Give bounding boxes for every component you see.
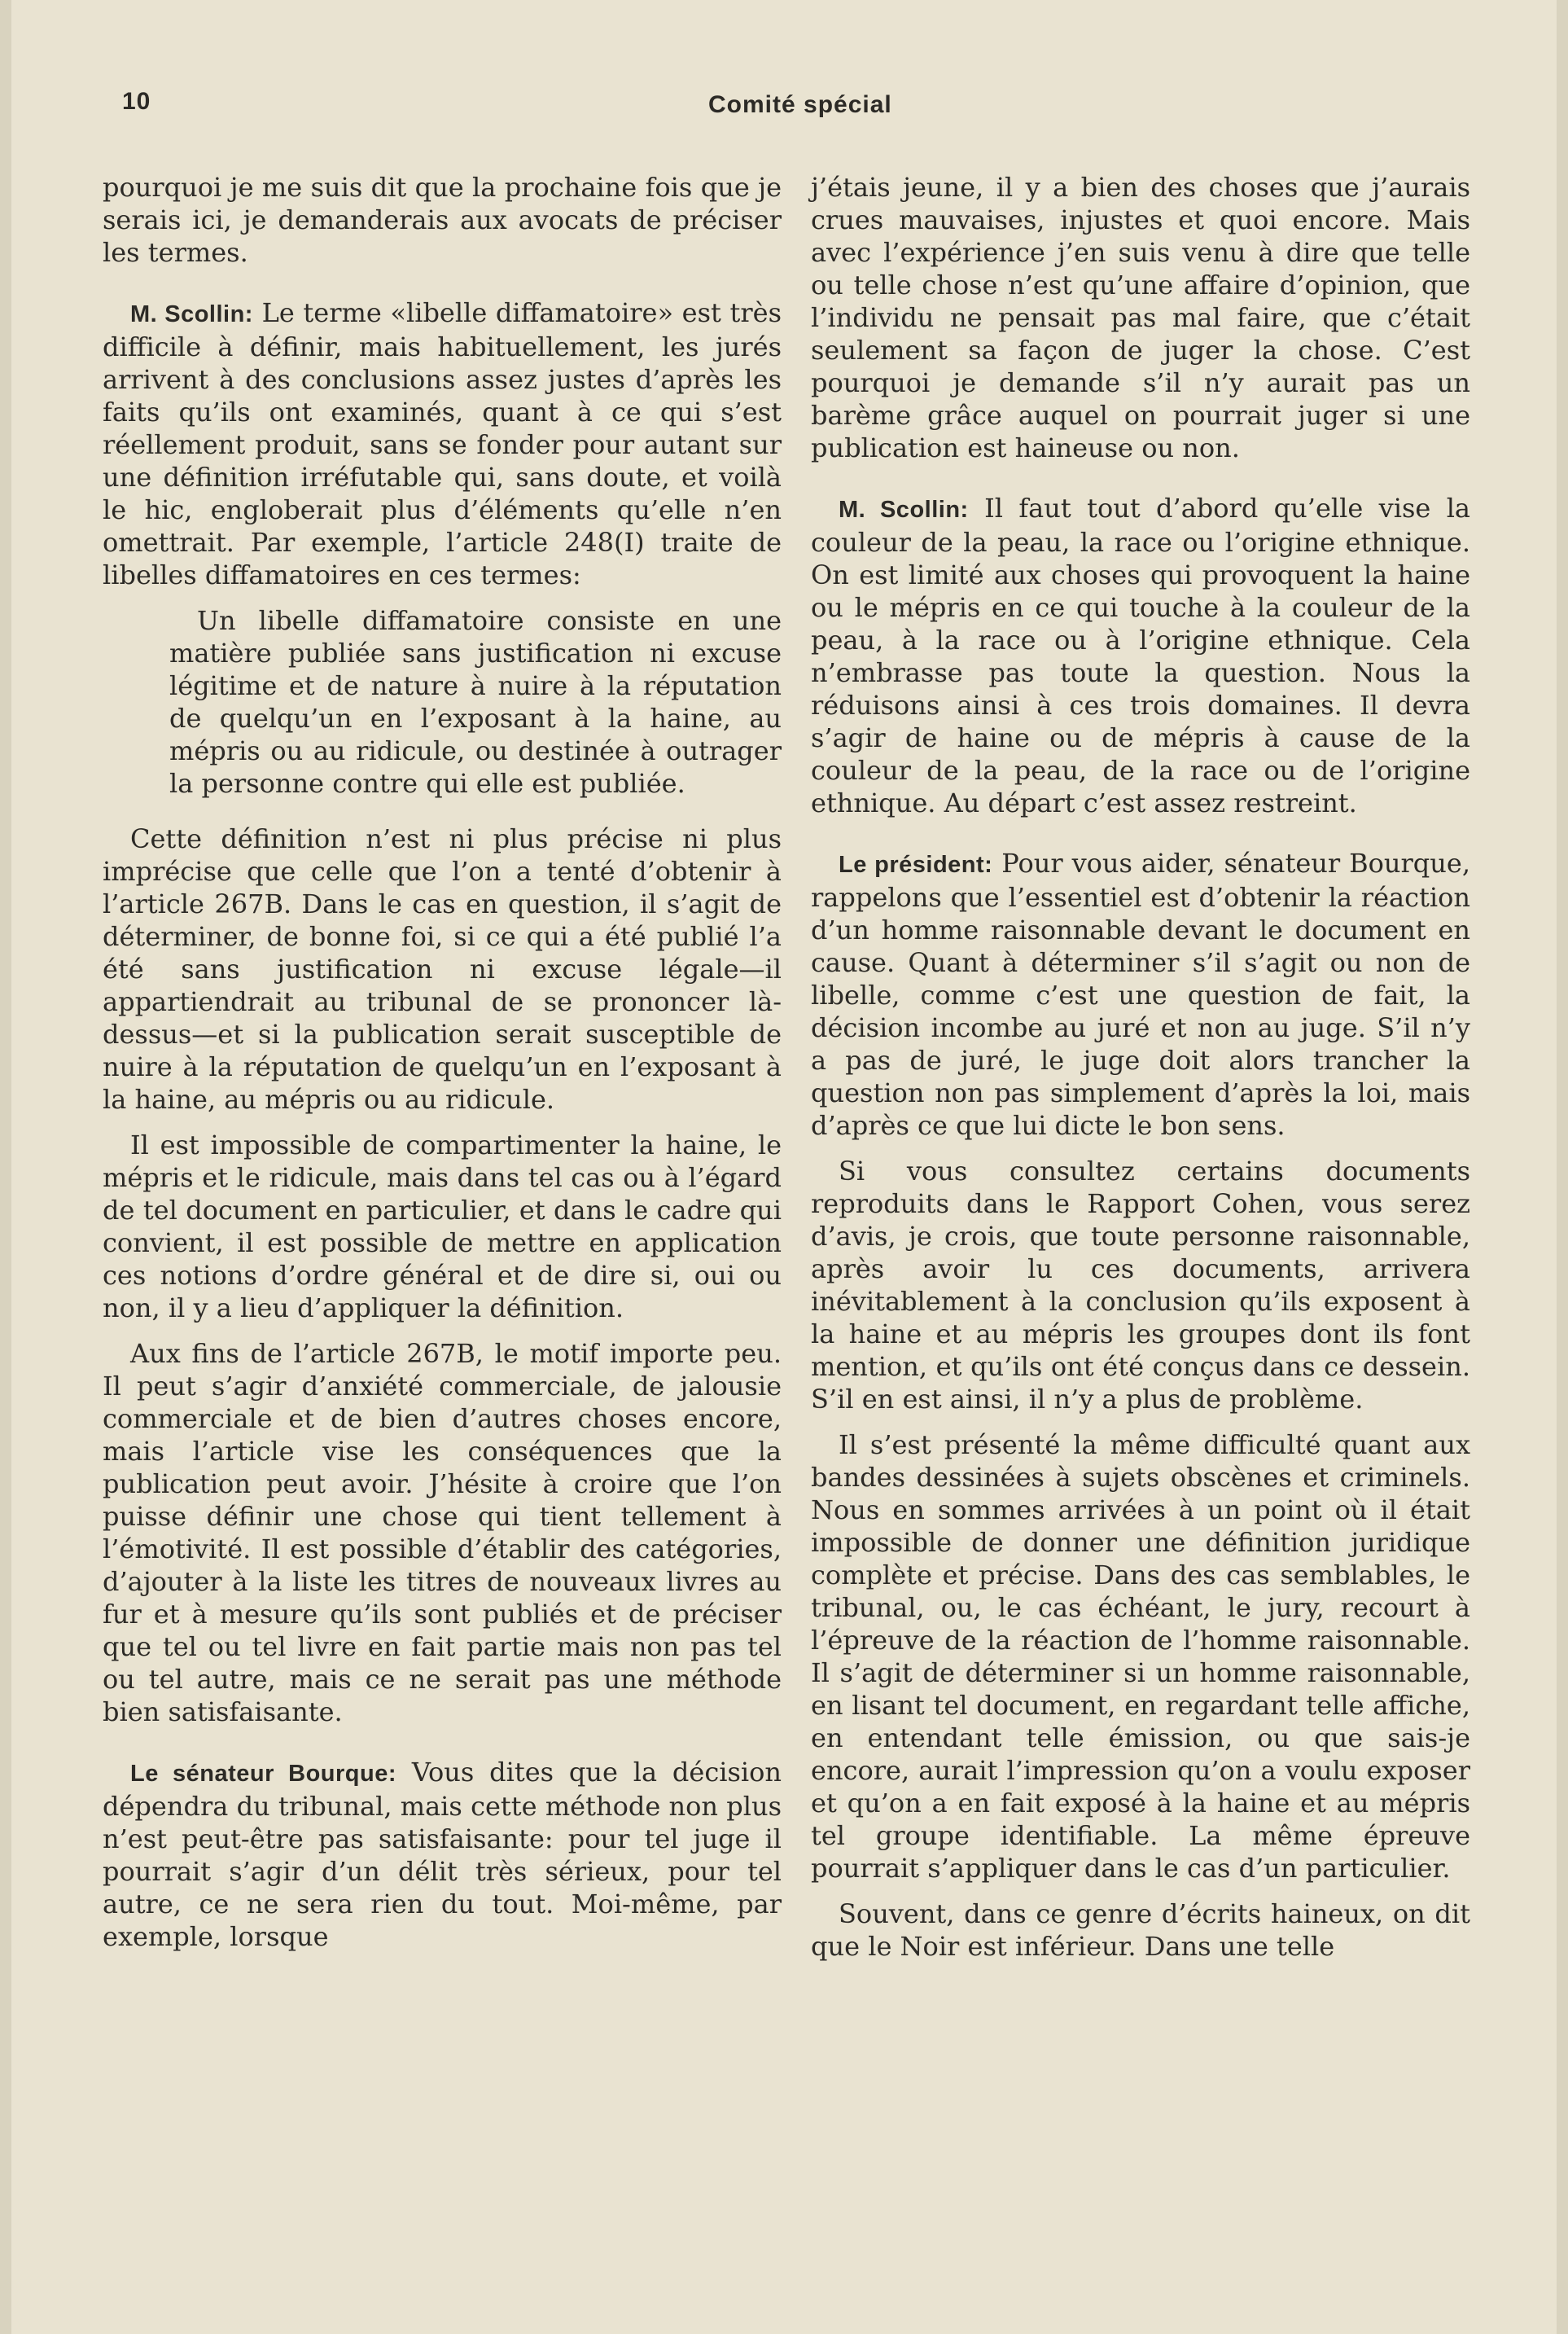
paragraph: pourquoi je me suis dit que la prochaine fois que je serais ici, je demanderais aux avocats de préciser les termes. (103, 172, 782, 268)
speech-paragraph (103, 296, 782, 591)
paragraph: Souvent, dans ce genre d’écrits haineux, on dit que le Noir est inférieur. Dans une telle (811, 1898, 1470, 1962)
paragraph: j’étais jeune, il y a bien des choses que j’aurais crues mauvaises, injustes et quoi encore. Mais avec l’expérience j’en suis venu à dire que telle ou telle chose n’est qu’une affaire d’opinion, que l’individu ne pensait pas mal faire, que c’était seulement sa façon de juger la chose. C’est pourquoi je demande s’il n’y aurait pas un barème grâce auquel on pourrait juger si une publication est haineuse ou non. (811, 172, 1470, 463)
page-header (122, 88, 1474, 137)
paragraph: Cette définition n’est ni plus précise ni plus imprécise que celle que l’on a tenté d’obtenir à l’article 267B. Dans le cas en question, il s’agit de déterminer, de bonne foi, si ce qui a été publié l’a été sans justification ni excuse légale—il appartiendrait au tribunal de se prononcer là-dessus—et si la publication serait susceptible de nuire à la réputation de quelqu’un en l’exposant à la haine, au mépris ou au ridicule. (103, 823, 782, 1115)
speaker-name: M. Scollin: (130, 301, 253, 327)
speech-paragraph (811, 847, 1470, 1142)
page-right-edge (1557, 0, 1568, 2334)
speech-text: Pour vous aider, sénateur Bourque, rappelons que l’essentiel est d’obtenir la réaction d’un homme raisonnable devant le document en cause. Quant à déterminer s’il s’agit ou non de libelle, comme c’est une question de fait, la décision incombe au juré et non au juge. S’il n’y a pas de juré, le juge doit alors trancher la question non pas simplement d’après la loi, mais d’après ce que lui dicte le bon sens. (811, 848, 1471, 1141)
paragraph: Si vous consultez certains documents reproduits dans le Rapport Cohen, vous serez d’avis, je crois, que toute personne raisonnable, après avoir lu ces documents, arrivera inévitablement à la conclusion qu’ils exposent à la haine et au mépris les groupes dont ils font mention, et qu’ils ont été conçus dans ce dessein. S’il en est ainsi, il n’y a plus de problème. (811, 1156, 1470, 1415)
speech-text: Vous dites que la décision dépendra du tribunal, mais cette méthode non plus n’est peut-être pas satisfaisante: pour tel juge il pourrait s’agir d’un délit très sérieux, pour tel autre, ce ne sera rien du tout. Moi-même, par exemple, lorsque (103, 1757, 782, 1952)
speaker-name: Le président: (839, 852, 993, 878)
running-head: Comité spécial (708, 91, 892, 118)
block-quote: Un libelle diffamatoire consiste en une matière publiée sans justification ni excuse légitime et de nature à nuire à la réputation de quelqu’un en l’exposant à la haine, au mépris ou au ridicule, ou destinée à outrager la personne contre qui elle est publiée. (169, 605, 782, 799)
left-column (103, 171, 782, 1966)
page-left-edge (0, 0, 11, 2334)
speech-text: Le terme «libelle diffamatoire» est très difficile à définir, mais habituellement, les jurés arrivent à des conclusions assez justes d’après les faits qu’ils ont examinés, quant à ce qui s’est réellement produit, sans se fonder pour autant sur une définition irréfutable qui, sans doute, et voilà le hic, engloberait plus d’éléments qu’elle n’en omettrait. Par exemple, l’article 248(I) traite de libelles diffamatoires en ces termes: (103, 297, 782, 590)
speech-paragraph (103, 1756, 782, 1953)
page-number: 10 (122, 88, 151, 115)
paragraph: Aux fins de l’article 267B, le motif importe peu. Il peut s’agir d’anxiété commerciale, de jalousie commerciale et de bien d’autres choses encore, mais l’article vise les conséquences que la publication peut avoir. J’hésite à croire que l’on puisse définir une chose qui tient tellement à l’émotivité. Il est possible d’établir des catégories, d’ajouter à la liste les titres de nouveaux livres au fur et à mesure qu’ils sont publiés et de préciser que tel ou tel livre en fait partie mais non pas tel ou tel autre, mais ce ne serait pas une méthode bien satisfaisante. (103, 1338, 782, 1727)
speaker-name: M. Scollin: (839, 497, 969, 523)
speaker-name: Le sénateur Bourque: (130, 1761, 397, 1787)
paragraph: Il est impossible de compartimenter la haine, le mépris et le ridicule, mais dans tel cas ou à l’égard de tel document en particulier, et dans le cadre qui convient, il est possible de mettre en application ces notions d’ordre général et de dire si, oui ou non, il y a lieu d’appliquer la définition. (103, 1130, 782, 1323)
paragraph: Il s’est présenté la même difficulté quant aux bandes dessinées à sujets obscènes et criminels. Nous en sommes arrivées à un point où il était impossible de donner une définition juridique complète et précise. Dans des cas semblables, le tribunal, ou, le cas échéant, le jury, recourt à l’épreuve de la réaction de l’homme raisonnable. Il s’agit de déterminer si un homme raisonnable, en lisant tel document, en regardant telle affiche, en entendant telle émission, ou que sais-je encore, aurait l’impression qu’on a voulu exposer et qu’on a en fait exposé à la haine et au mépris tel groupe identifiable. La même épreuve pourrait s’appliquer dans le cas d’un particulier. (811, 1429, 1470, 1884)
speech-text: Il faut tout d’abord qu’elle vise la couleur de la peau, la race ou l’origine ethnique. On est limité aux choses qui provoquent la haine ou le mépris en ce qui touche à la couleur de la peau, à la race ou à l’origine ethnique. Cela n’embrasse pas toute la question. Nous la réduisons ainsi à ces trois domaines. Il devra s’agir de haine ou de mépris à cause de la couleur de la peau, de la race ou de l’origine ethnique. Au départ c’est assez restreint. (811, 493, 1471, 818)
speech-paragraph (811, 492, 1470, 819)
right-column (811, 171, 1470, 1976)
